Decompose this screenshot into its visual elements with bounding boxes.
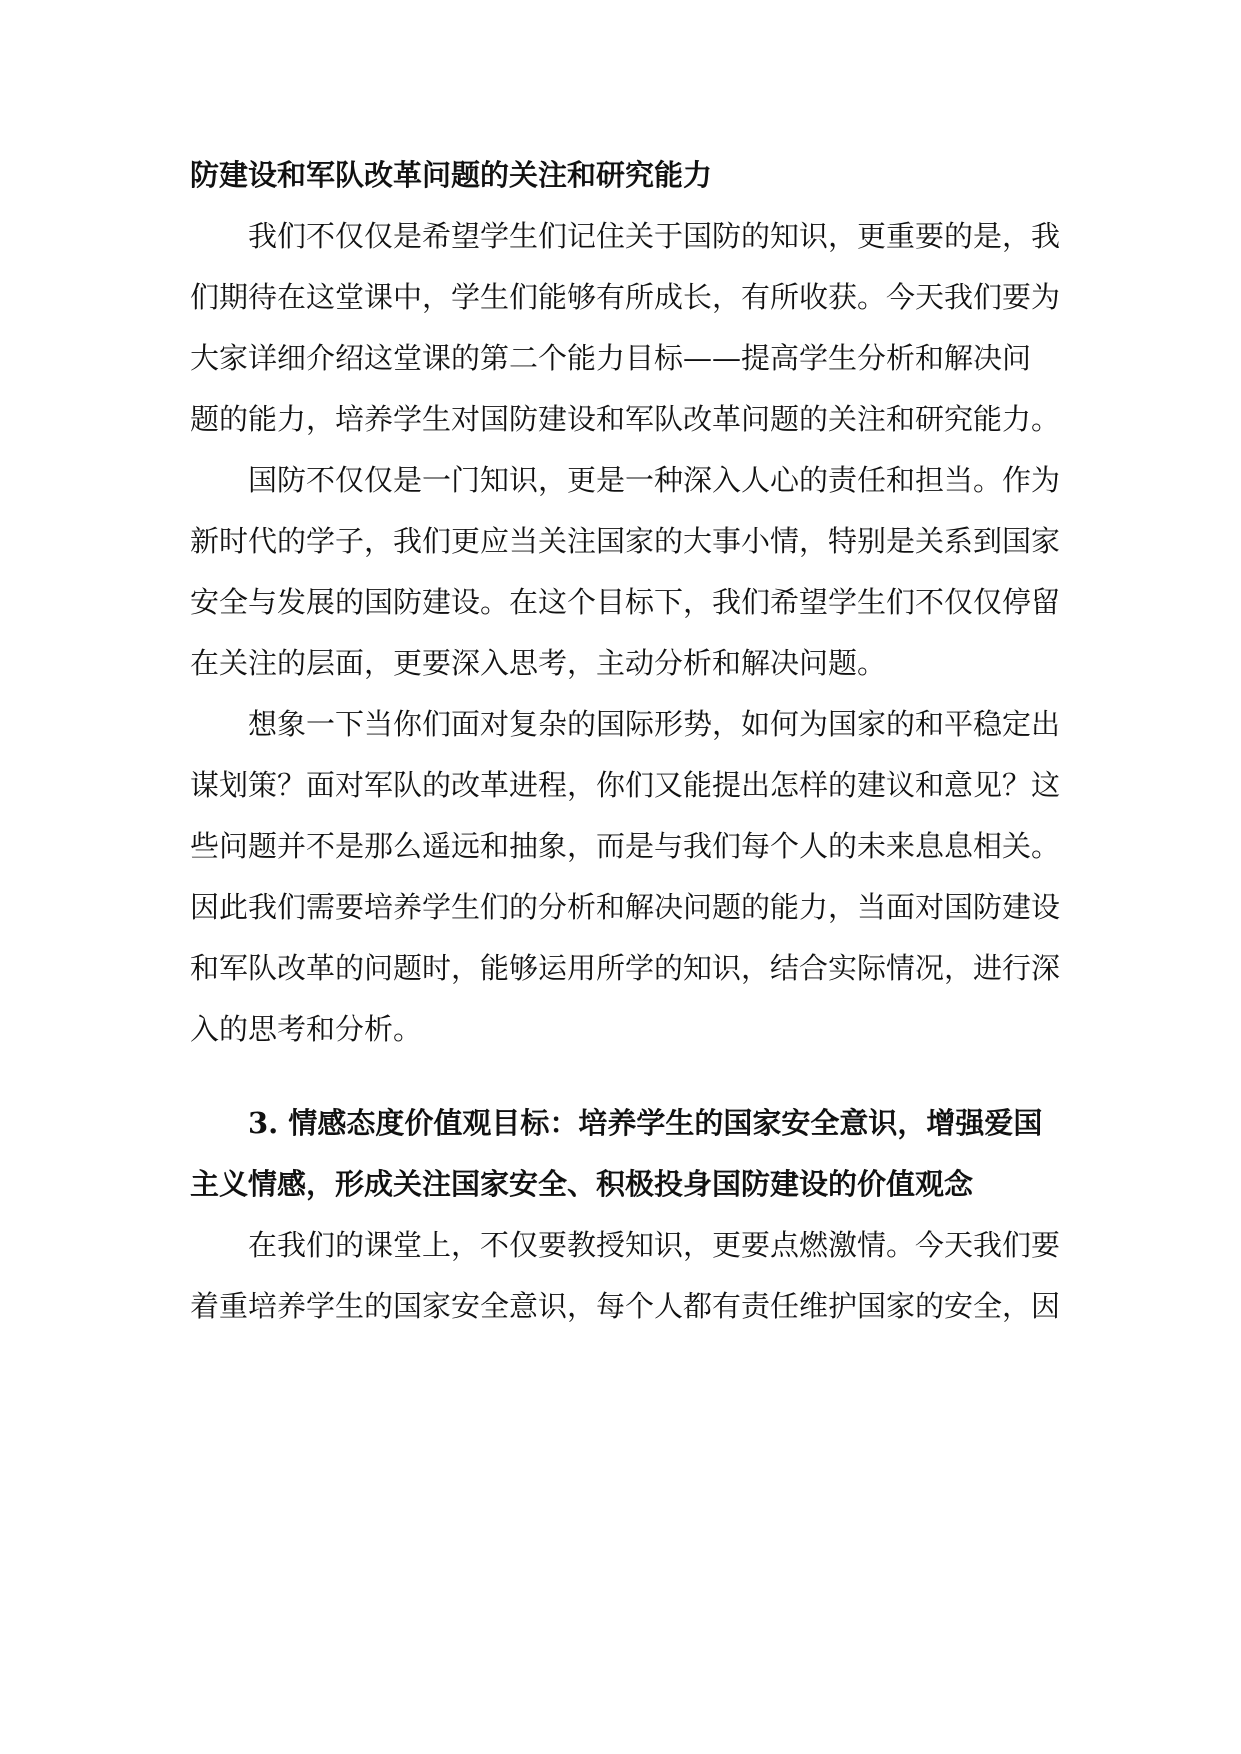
paragraph-line: 想象一下当你们面对复杂的国际形势，如何为国家的和平稳定出 (248, 707, 1061, 741)
paragraph-line: 和军队改革的问题时，能够运用所学的知识，结合实际情况，进行深 (190, 951, 1061, 985)
paragraph-line: 我们不仅仅是希望学生们记住关于国防的知识，更重要的是，我 (248, 219, 1061, 253)
paragraph-line: 新时代的学子，我们更应当关注国家的大事小情，特别是关系到国家 (190, 524, 1061, 558)
paragraph-line: 因此我们需要培养学生们的分析和解决问题的能力，当面对国防建设 (190, 890, 1061, 924)
paragraph-line: 大家详细介绍这堂课的第二个能力目标——提高学生分析和解决问 (190, 341, 1032, 375)
paragraph-line: 些问题并不是那么遥远和抽象，而是与我们每个人的未来息息相关。 (190, 829, 1061, 863)
paragraph-line: 谋划策？面对军队的改革进程，你们又能提出怎样的建议和意见？这 (190, 768, 1061, 802)
heading-continuation: 防建设和军队改革问题的关注和研究能力 (190, 158, 713, 192)
paragraph-line: 入的思考和分析。 (190, 1012, 423, 1046)
document-body (190, 145, 1061, 1337)
paragraph-line: 题的能力，培养学生对国防建设和军队改革问题的关注和研究能力。 (190, 402, 1061, 436)
paragraph-line: 在关注的层面，更要深入思考，主动分析和解决问题。 (190, 646, 887, 680)
section-heading: 3. 情感态度价值观目标：培养学生的国家安全意识，增强爱国 (248, 1106, 1043, 1140)
paragraph-line: 在我们的课堂上，不仅要教授知识，更要点燃激情。今天我们要 (248, 1228, 1061, 1262)
paragraph-line: 们期待在这堂课中，学生们能够有所成长，有所收获。今天我们要为 (190, 280, 1061, 314)
section-heading: 主义情感，形成关注国家安全、积极投身国防建设的价值观念 (190, 1167, 974, 1201)
paragraph-line: 安全与发展的国防建设。在这个目标下，我们希望学生们不仅仅停留 (190, 585, 1061, 619)
paragraph-line: 国防不仅仅是一门知识，更是一种深入人心的责任和担当。作为 (248, 463, 1061, 497)
paragraph-line: 着重培养学生的国家安全意识，每个人都有责任维护国家的安全，因 (190, 1289, 1061, 1323)
